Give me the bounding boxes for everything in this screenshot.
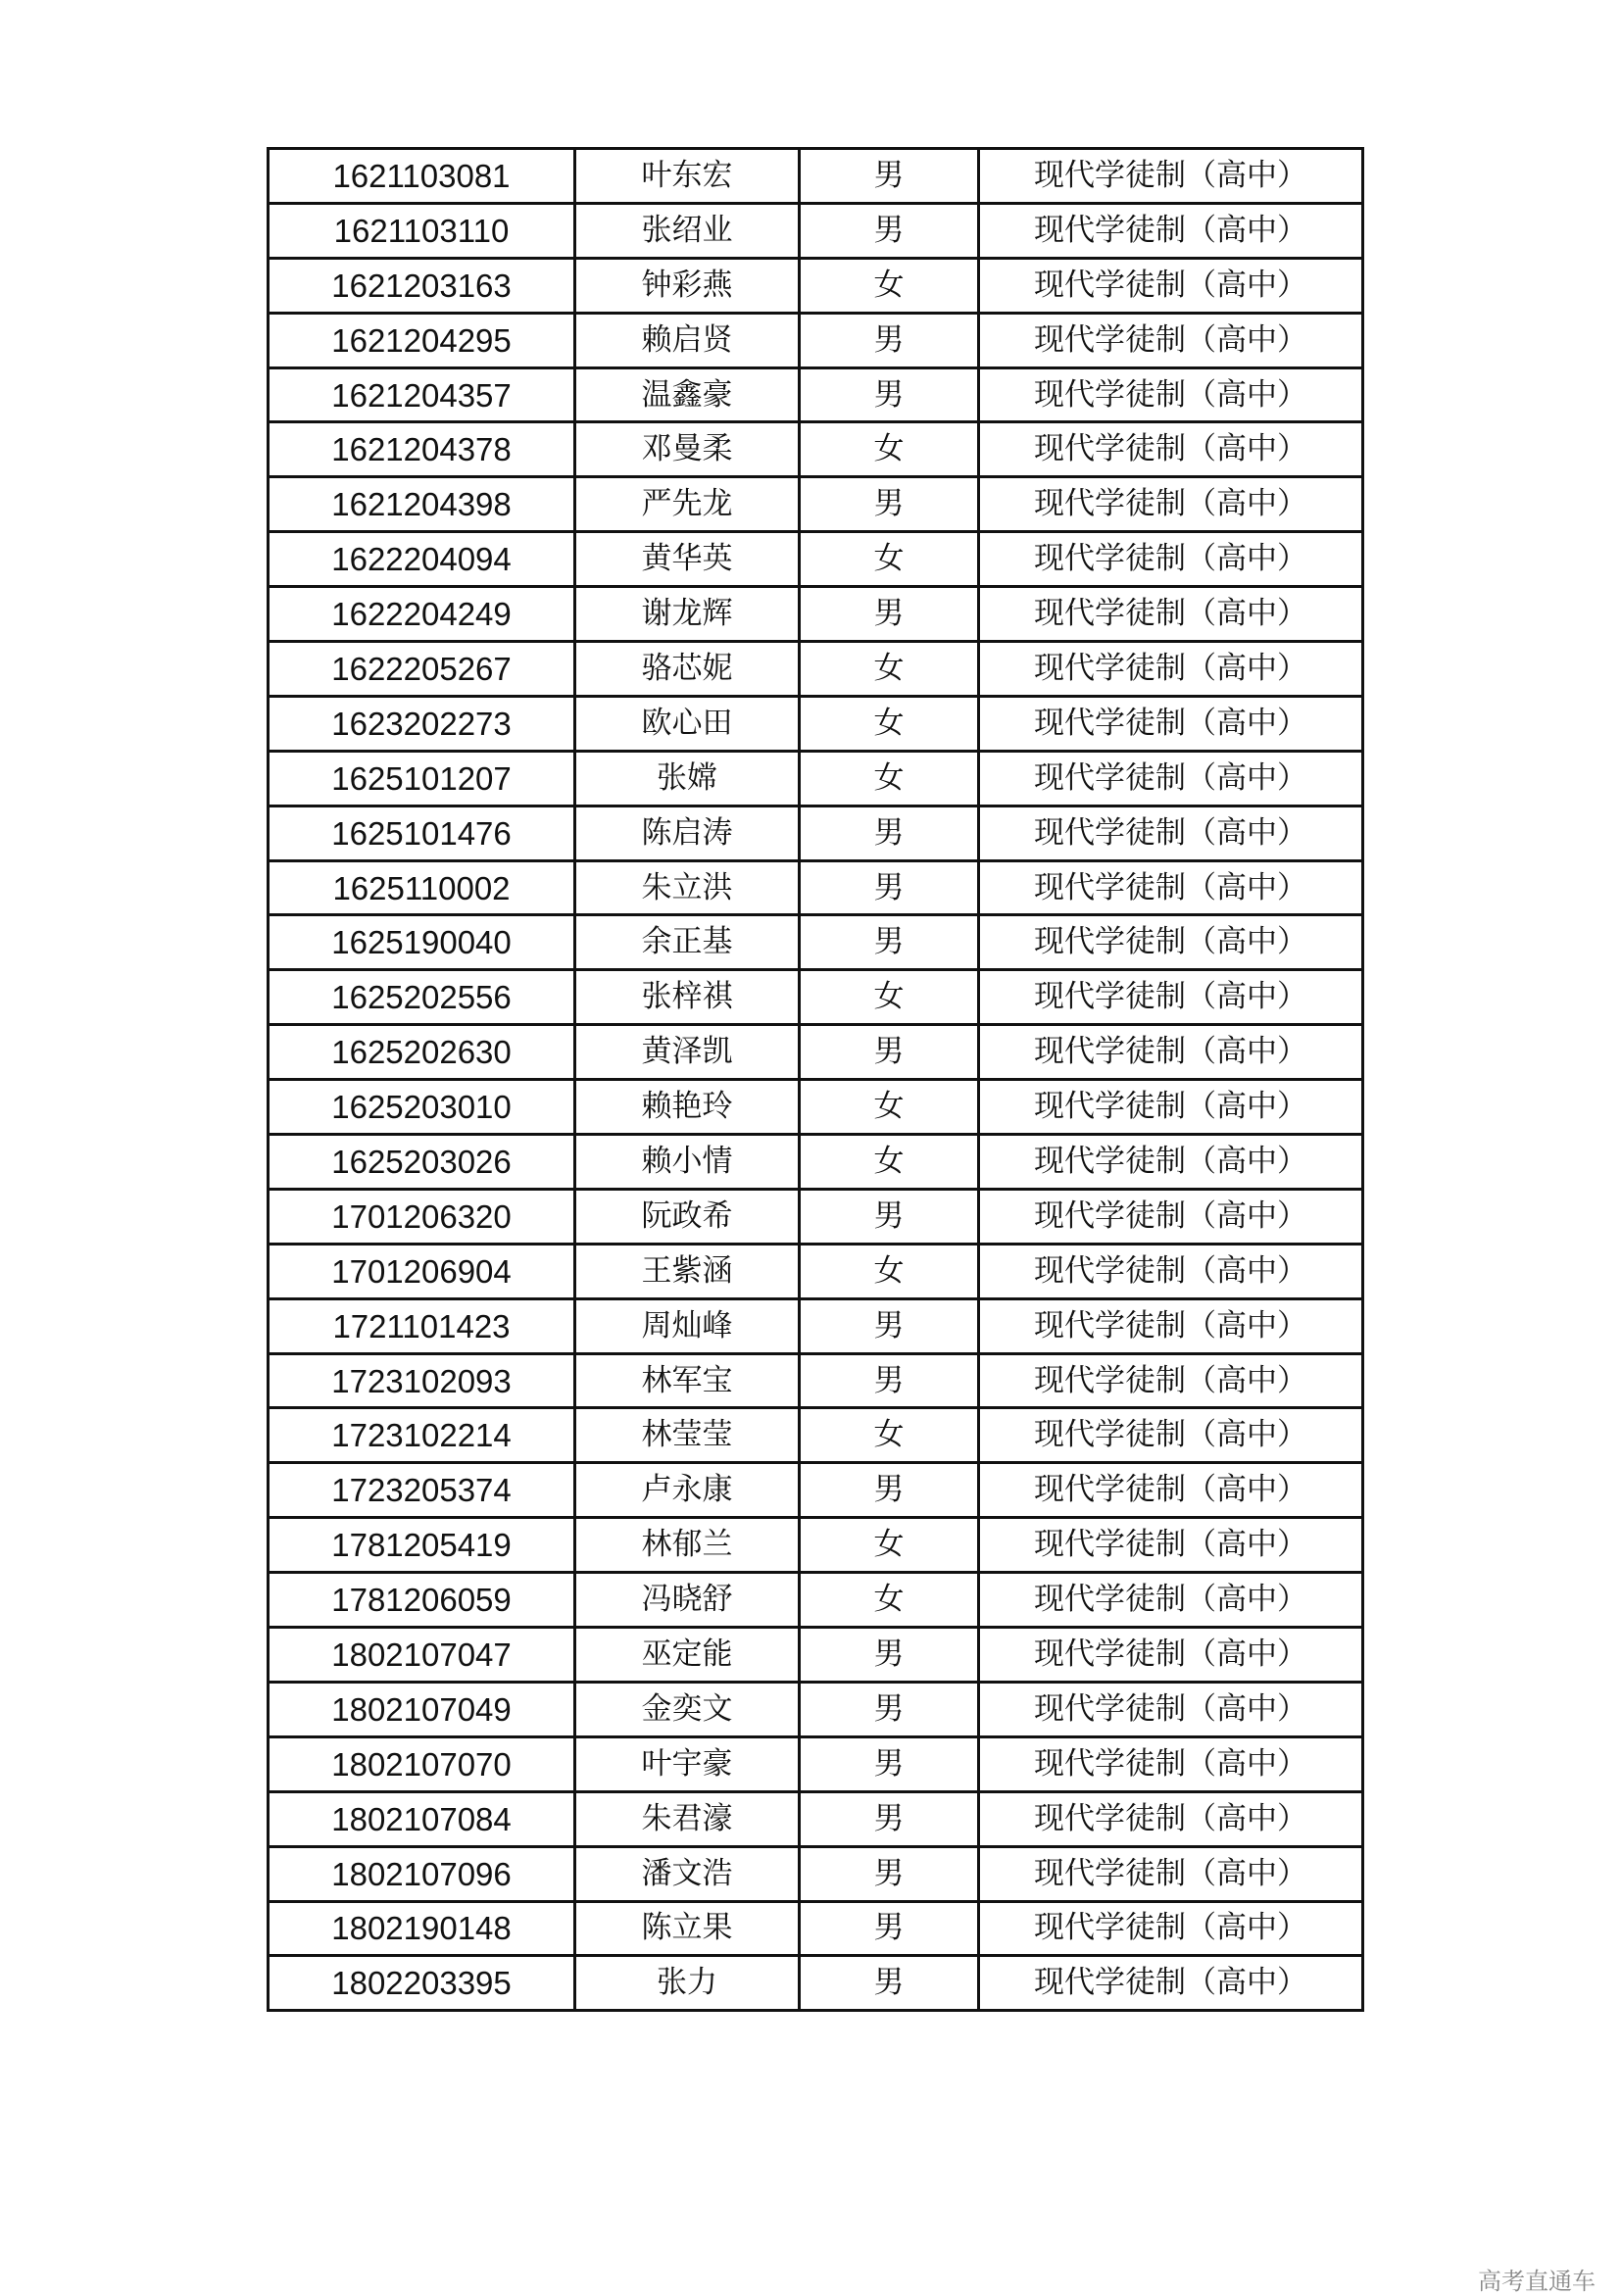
student-id-cell: 1701206904 bbox=[269, 1244, 575, 1298]
table-row bbox=[269, 1353, 1363, 1408]
student-name-cell: 黄华英 bbox=[575, 532, 800, 587]
table-row bbox=[269, 149, 1363, 204]
gender-cell: 女 bbox=[800, 1573, 979, 1628]
student-name-cell: 邓曼柔 bbox=[575, 422, 800, 477]
program-cell: 现代学徒制（高中） bbox=[979, 203, 1363, 258]
table-row bbox=[269, 1791, 1363, 1846]
program-cell: 现代学徒制（高中） bbox=[979, 642, 1363, 697]
gender-cell: 男 bbox=[800, 367, 979, 422]
student-id-cell: 1625101207 bbox=[269, 751, 575, 806]
gender-cell: 男 bbox=[800, 1791, 979, 1846]
gender-cell: 男 bbox=[800, 1846, 979, 1901]
program-cell: 现代学徒制（高中） bbox=[979, 860, 1363, 915]
student-name-cell: 朱立洪 bbox=[575, 860, 800, 915]
table-row bbox=[269, 1518, 1363, 1573]
student-id-cell: 1802107070 bbox=[269, 1736, 575, 1791]
student-id-cell: 1625202630 bbox=[269, 1025, 575, 1080]
student-name-cell: 冯晓舒 bbox=[575, 1573, 800, 1628]
gender-cell: 男 bbox=[800, 587, 979, 642]
student-id-cell: 1622204094 bbox=[269, 532, 575, 587]
student-name-cell: 陈启涛 bbox=[575, 806, 800, 860]
program-cell: 现代学徒制（高中） bbox=[979, 313, 1363, 367]
student-id-cell: 1721101423 bbox=[269, 1298, 575, 1353]
table-row bbox=[269, 477, 1363, 532]
student-name-cell: 赖小情 bbox=[575, 1135, 800, 1190]
student-id-cell: 1802107084 bbox=[269, 1791, 575, 1846]
student-name-cell: 周灿峰 bbox=[575, 1298, 800, 1353]
student-id-cell: 1802190148 bbox=[269, 1901, 575, 1956]
student-name-cell: 林军宝 bbox=[575, 1353, 800, 1408]
program-cell: 现代学徒制（高中） bbox=[979, 149, 1363, 204]
gender-cell: 男 bbox=[800, 313, 979, 367]
student-name-cell: 张嫦 bbox=[575, 751, 800, 806]
student-id-cell: 1621204378 bbox=[269, 422, 575, 477]
student-name-cell: 严先龙 bbox=[575, 477, 800, 532]
gender-cell: 男 bbox=[800, 203, 979, 258]
program-cell: 现代学徒制（高中） bbox=[979, 477, 1363, 532]
program-cell: 现代学徒制（高中） bbox=[979, 1956, 1363, 2011]
table-row bbox=[269, 860, 1363, 915]
program-cell: 现代学徒制（高中） bbox=[979, 1628, 1363, 1683]
student-name-cell: 王紫涵 bbox=[575, 1244, 800, 1298]
student-id-cell: 1625190040 bbox=[269, 915, 575, 970]
student-id-cell: 1802107047 bbox=[269, 1628, 575, 1683]
gender-cell: 男 bbox=[800, 1353, 979, 1408]
program-cell: 现代学徒制（高中） bbox=[979, 806, 1363, 860]
table-row bbox=[269, 1901, 1363, 1956]
student-name-cell: 叶东宏 bbox=[575, 149, 800, 204]
gender-cell: 男 bbox=[800, 1298, 979, 1353]
gender-cell: 女 bbox=[800, 751, 979, 806]
gender-cell: 男 bbox=[800, 149, 979, 204]
program-cell: 现代学徒制（高中） bbox=[979, 1736, 1363, 1791]
program-cell: 现代学徒制（高中） bbox=[979, 258, 1363, 313]
table-row bbox=[269, 696, 1363, 751]
student-id-cell: 1621103110 bbox=[269, 203, 575, 258]
program-cell: 现代学徒制（高中） bbox=[979, 751, 1363, 806]
student-id-cell: 1802107096 bbox=[269, 1846, 575, 1901]
student-id-cell: 1723102093 bbox=[269, 1353, 575, 1408]
program-cell: 现代学徒制（高中） bbox=[979, 970, 1363, 1025]
student-id-cell: 1625101476 bbox=[269, 806, 575, 860]
table-row bbox=[269, 1080, 1363, 1135]
program-cell: 现代学徒制（高中） bbox=[979, 696, 1363, 751]
table-row bbox=[269, 258, 1363, 313]
gender-cell: 男 bbox=[800, 1025, 979, 1080]
program-cell: 现代学徒制（高中） bbox=[979, 532, 1363, 587]
student-name-cell: 骆芯妮 bbox=[575, 642, 800, 697]
student-id-cell: 1625202556 bbox=[269, 970, 575, 1025]
student-name-cell: 朱君濠 bbox=[575, 1791, 800, 1846]
table-row bbox=[269, 1573, 1363, 1628]
student-name-cell: 潘文浩 bbox=[575, 1846, 800, 1901]
program-cell: 现代学徒制（高中） bbox=[979, 1298, 1363, 1353]
gender-cell: 女 bbox=[800, 642, 979, 697]
student-id-cell: 1701206320 bbox=[269, 1189, 575, 1244]
table-row bbox=[269, 806, 1363, 860]
table-row bbox=[269, 313, 1363, 367]
table-row bbox=[269, 1846, 1363, 1901]
table-row bbox=[269, 1025, 1363, 1080]
student-name-cell: 赖启贤 bbox=[575, 313, 800, 367]
student-name-cell: 阮政希 bbox=[575, 1189, 800, 1244]
gender-cell: 女 bbox=[800, 422, 979, 477]
table-row bbox=[269, 1298, 1363, 1353]
student-name-cell: 陈立果 bbox=[575, 1901, 800, 1956]
gender-cell: 女 bbox=[800, 532, 979, 587]
program-cell: 现代学徒制（高中） bbox=[979, 1353, 1363, 1408]
gender-cell: 女 bbox=[800, 1080, 979, 1135]
student-id-cell: 1621203163 bbox=[269, 258, 575, 313]
program-cell: 现代学徒制（高中） bbox=[979, 422, 1363, 477]
program-cell: 现代学徒制（高中） bbox=[979, 587, 1363, 642]
student-name-cell: 卢永康 bbox=[575, 1463, 800, 1518]
table-row bbox=[269, 532, 1363, 587]
table-row bbox=[269, 970, 1363, 1025]
student-id-cell: 1781206059 bbox=[269, 1573, 575, 1628]
program-cell: 现代学徒制（高中） bbox=[979, 1135, 1363, 1190]
table-row bbox=[269, 915, 1363, 970]
gender-cell: 男 bbox=[800, 806, 979, 860]
program-cell: 现代学徒制（高中） bbox=[979, 1244, 1363, 1298]
table-row bbox=[269, 587, 1363, 642]
gender-cell: 女 bbox=[800, 1244, 979, 1298]
program-cell: 现代学徒制（高中） bbox=[979, 1846, 1363, 1901]
watermark: 高考直通车 bbox=[1478, 2268, 1596, 2295]
student-name-cell: 温鑫豪 bbox=[575, 367, 800, 422]
program-cell: 现代学徒制（高中） bbox=[979, 1080, 1363, 1135]
table-row bbox=[269, 422, 1363, 477]
gender-cell: 男 bbox=[800, 915, 979, 970]
gender-cell: 男 bbox=[800, 1736, 979, 1791]
student-id-cell: 1723102214 bbox=[269, 1408, 575, 1463]
table-row bbox=[269, 1135, 1363, 1190]
student-id-cell: 1621204295 bbox=[269, 313, 575, 367]
program-cell: 现代学徒制（高中） bbox=[979, 1518, 1363, 1573]
student-id-cell: 1625203026 bbox=[269, 1135, 575, 1190]
table-row bbox=[269, 203, 1363, 258]
student-id-cell: 1621103081 bbox=[269, 149, 575, 204]
student-id-cell: 1802203395 bbox=[269, 1956, 575, 2011]
table-row bbox=[269, 1682, 1363, 1736]
student-id-cell: 1802107049 bbox=[269, 1682, 575, 1736]
gender-cell: 女 bbox=[800, 1518, 979, 1573]
gender-cell: 女 bbox=[800, 258, 979, 313]
gender-cell: 男 bbox=[800, 1189, 979, 1244]
student-name-cell: 巫定能 bbox=[575, 1628, 800, 1683]
table-row bbox=[269, 751, 1363, 806]
program-cell: 现代学徒制（高中） bbox=[979, 1189, 1363, 1244]
gender-cell: 女 bbox=[800, 970, 979, 1025]
program-cell: 现代学徒制（高中） bbox=[979, 1408, 1363, 1463]
student-name-cell: 赖艳玲 bbox=[575, 1080, 800, 1135]
program-cell: 现代学徒制（高中） bbox=[979, 1463, 1363, 1518]
student-name-cell: 张梓祺 bbox=[575, 970, 800, 1025]
student-name-cell: 欧心田 bbox=[575, 696, 800, 751]
table-row bbox=[269, 642, 1363, 697]
student-id-cell: 1781205419 bbox=[269, 1518, 575, 1573]
table-row bbox=[269, 1244, 1363, 1298]
program-cell: 现代学徒制（高中） bbox=[979, 1791, 1363, 1846]
program-cell: 现代学徒制（高中） bbox=[979, 1025, 1363, 1080]
student-id-cell: 1621204398 bbox=[269, 477, 575, 532]
student-name-cell: 余正基 bbox=[575, 915, 800, 970]
program-cell: 现代学徒制（高中） bbox=[979, 367, 1363, 422]
student-id-cell: 1622205267 bbox=[269, 642, 575, 697]
student-id-cell: 1625203010 bbox=[269, 1080, 575, 1135]
gender-cell: 男 bbox=[800, 1628, 979, 1683]
student-name-cell: 林莹莹 bbox=[575, 1408, 800, 1463]
student-name-cell: 林郁兰 bbox=[575, 1518, 800, 1573]
table-row bbox=[269, 367, 1363, 422]
table-row bbox=[269, 1956, 1363, 2011]
table-row bbox=[269, 1408, 1363, 1463]
student-id-cell: 1623202273 bbox=[269, 696, 575, 751]
student-id-cell: 1723205374 bbox=[269, 1463, 575, 1518]
table-row bbox=[269, 1628, 1363, 1683]
student-id-cell: 1625110002 bbox=[269, 860, 575, 915]
program-cell: 现代学徒制（高中） bbox=[979, 915, 1363, 970]
table-row bbox=[269, 1463, 1363, 1518]
gender-cell: 男 bbox=[800, 1901, 979, 1956]
student-name-cell: 叶宇豪 bbox=[575, 1736, 800, 1791]
table-row bbox=[269, 1189, 1363, 1244]
gender-cell: 男 bbox=[800, 1956, 979, 2011]
student-roster-table bbox=[267, 147, 1364, 2012]
student-name-cell: 黄泽凯 bbox=[575, 1025, 800, 1080]
gender-cell: 女 bbox=[800, 696, 979, 751]
student-name-cell: 张绍业 bbox=[575, 203, 800, 258]
gender-cell: 女 bbox=[800, 1408, 979, 1463]
student-name-cell: 钟彩燕 bbox=[575, 258, 800, 313]
student-name-cell: 谢龙辉 bbox=[575, 587, 800, 642]
gender-cell: 男 bbox=[800, 477, 979, 532]
gender-cell: 男 bbox=[800, 1682, 979, 1736]
student-name-cell: 张力 bbox=[575, 1956, 800, 2011]
gender-cell: 女 bbox=[800, 1135, 979, 1190]
student-id-cell: 1621204357 bbox=[269, 367, 575, 422]
program-cell: 现代学徒制（高中） bbox=[979, 1573, 1363, 1628]
gender-cell: 男 bbox=[800, 1463, 979, 1518]
gender-cell: 男 bbox=[800, 860, 979, 915]
student-id-cell: 1622204249 bbox=[269, 587, 575, 642]
student-name-cell: 金奕文 bbox=[575, 1682, 800, 1736]
table-row bbox=[269, 1736, 1363, 1791]
program-cell: 现代学徒制（高中） bbox=[979, 1901, 1363, 1956]
program-cell: 现代学徒制（高中） bbox=[979, 1682, 1363, 1736]
